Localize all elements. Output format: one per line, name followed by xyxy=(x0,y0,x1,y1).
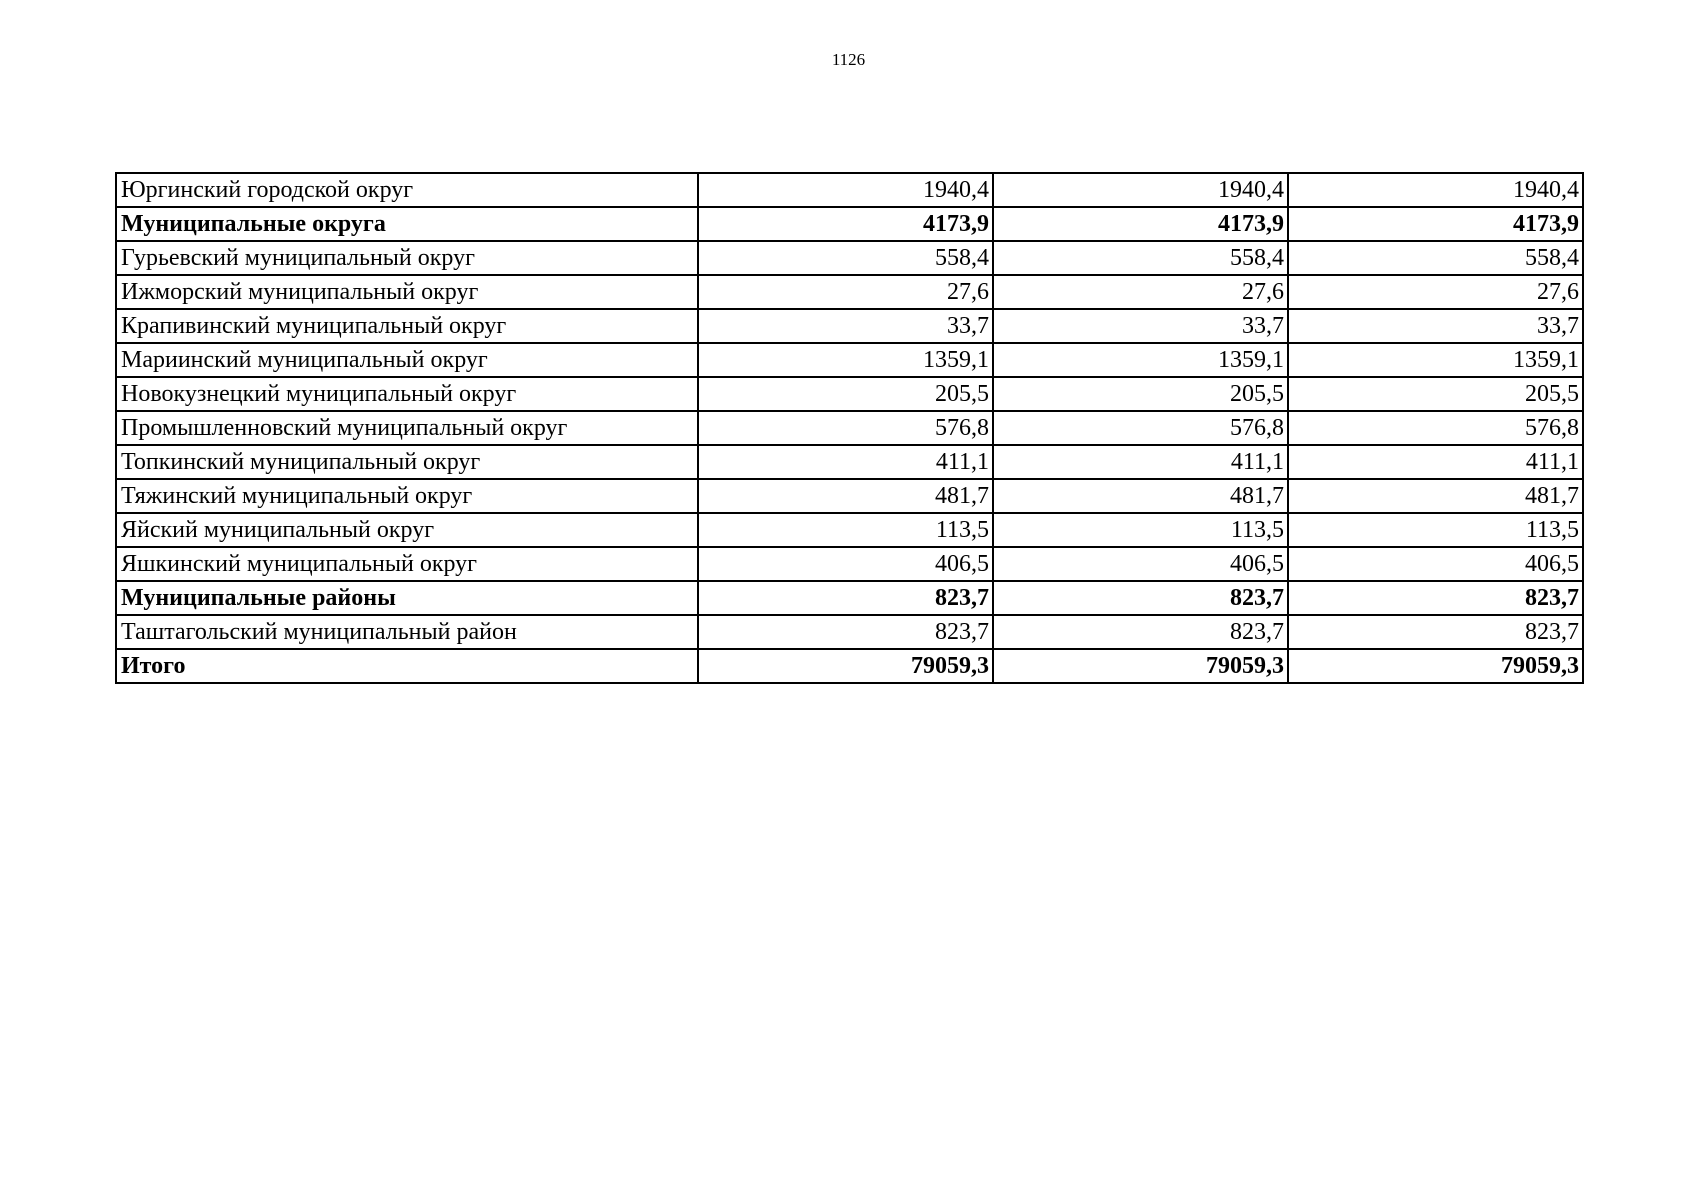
row-value-3-cell: 205,5 xyxy=(1288,377,1583,411)
row-name-cell: Таштагольский муниципальный район xyxy=(116,615,698,649)
table-row xyxy=(116,343,1583,377)
row-value-2-cell: 27,6 xyxy=(993,275,1288,309)
row-value-1-cell: 411,1 xyxy=(698,445,993,479)
page-number: 1126 xyxy=(831,50,866,69)
budget-table xyxy=(115,172,1584,684)
row-value-3-cell: 576,8 xyxy=(1288,411,1583,445)
row-value-3-cell: 113,5 xyxy=(1288,513,1583,547)
row-value-2-cell: 823,7 xyxy=(993,615,1288,649)
row-value-2-cell: 4173,9 xyxy=(993,207,1288,241)
table-row xyxy=(116,411,1583,445)
table-row xyxy=(116,241,1583,275)
row-name-cell: Мариинский муниципальный округ xyxy=(116,343,698,377)
row-name-cell: Топкинский муниципальный округ xyxy=(116,445,698,479)
row-value-1-cell: 1359,1 xyxy=(698,343,993,377)
row-value-1-cell: 205,5 xyxy=(698,377,993,411)
row-value-2-cell: 576,8 xyxy=(993,411,1288,445)
row-value-2-cell: 1940,4 xyxy=(993,173,1288,207)
row-name-cell: Промышленновский муниципальный округ xyxy=(116,411,698,445)
row-value-3-cell: 558,4 xyxy=(1288,241,1583,275)
table-row xyxy=(116,275,1583,309)
table-row xyxy=(116,649,1583,683)
row-value-3-cell: 4173,9 xyxy=(1288,207,1583,241)
row-name-cell: Итого xyxy=(116,649,698,683)
row-value-2-cell: 205,5 xyxy=(993,377,1288,411)
row-value-1-cell: 558,4 xyxy=(698,241,993,275)
row-name-cell: Юргинский городской округ xyxy=(116,173,698,207)
row-value-2-cell: 411,1 xyxy=(993,445,1288,479)
table-row xyxy=(116,581,1583,615)
row-value-3-cell: 406,5 xyxy=(1288,547,1583,581)
row-name-cell: Яшкинский муниципальный округ xyxy=(116,547,698,581)
row-value-2-cell: 406,5 xyxy=(993,547,1288,581)
table-row xyxy=(116,615,1583,649)
row-value-1-cell: 33,7 xyxy=(698,309,993,343)
row-value-1-cell: 79059,3 xyxy=(698,649,993,683)
row-value-2-cell: 558,4 xyxy=(993,241,1288,275)
row-name-cell: Ижморский муниципальный округ xyxy=(116,275,698,309)
row-value-3-cell: 823,7 xyxy=(1288,581,1583,615)
row-value-3-cell: 1940,4 xyxy=(1288,173,1583,207)
row-name-cell: Муниципальные округа xyxy=(116,207,698,241)
row-value-2-cell: 481,7 xyxy=(993,479,1288,513)
row-value-3-cell: 79059,3 xyxy=(1288,649,1583,683)
table-row xyxy=(116,513,1583,547)
row-name-cell: Новокузнецкий муниципальный округ xyxy=(116,377,698,411)
row-name-cell: Муниципальные районы xyxy=(116,581,698,615)
row-name-cell: Крапивинский муниципальный округ xyxy=(116,309,698,343)
row-value-3-cell: 823,7 xyxy=(1288,615,1583,649)
row-value-2-cell: 113,5 xyxy=(993,513,1288,547)
row-value-1-cell: 4173,9 xyxy=(698,207,993,241)
row-value-3-cell: 411,1 xyxy=(1288,445,1583,479)
row-value-1-cell: 406,5 xyxy=(698,547,993,581)
table-row xyxy=(116,309,1583,343)
row-value-1-cell: 481,7 xyxy=(698,479,993,513)
row-name-cell: Гурьевский муниципальный округ xyxy=(116,241,698,275)
row-value-1-cell: 113,5 xyxy=(698,513,993,547)
row-value-1-cell: 576,8 xyxy=(698,411,993,445)
row-value-3-cell: 33,7 xyxy=(1288,309,1583,343)
row-value-1-cell: 1940,4 xyxy=(698,173,993,207)
row-value-1-cell: 823,7 xyxy=(698,615,993,649)
table-row xyxy=(116,377,1583,411)
row-name-cell: Яйский муниципальный округ xyxy=(116,513,698,547)
table-row xyxy=(116,445,1583,479)
table-row xyxy=(116,207,1583,241)
table-row xyxy=(116,479,1583,513)
row-value-3-cell: 27,6 xyxy=(1288,275,1583,309)
row-value-2-cell: 33,7 xyxy=(993,309,1288,343)
table-row xyxy=(116,173,1583,207)
row-value-2-cell: 823,7 xyxy=(993,581,1288,615)
row-value-2-cell: 1359,1 xyxy=(993,343,1288,377)
row-value-3-cell: 1359,1 xyxy=(1288,343,1583,377)
table-row xyxy=(116,547,1583,581)
row-value-1-cell: 823,7 xyxy=(698,581,993,615)
row-value-1-cell: 27,6 xyxy=(698,275,993,309)
row-value-2-cell: 79059,3 xyxy=(993,649,1288,683)
table-body xyxy=(116,173,1583,683)
row-name-cell: Тяжинский муниципальный округ xyxy=(116,479,698,513)
row-value-3-cell: 481,7 xyxy=(1288,479,1583,513)
